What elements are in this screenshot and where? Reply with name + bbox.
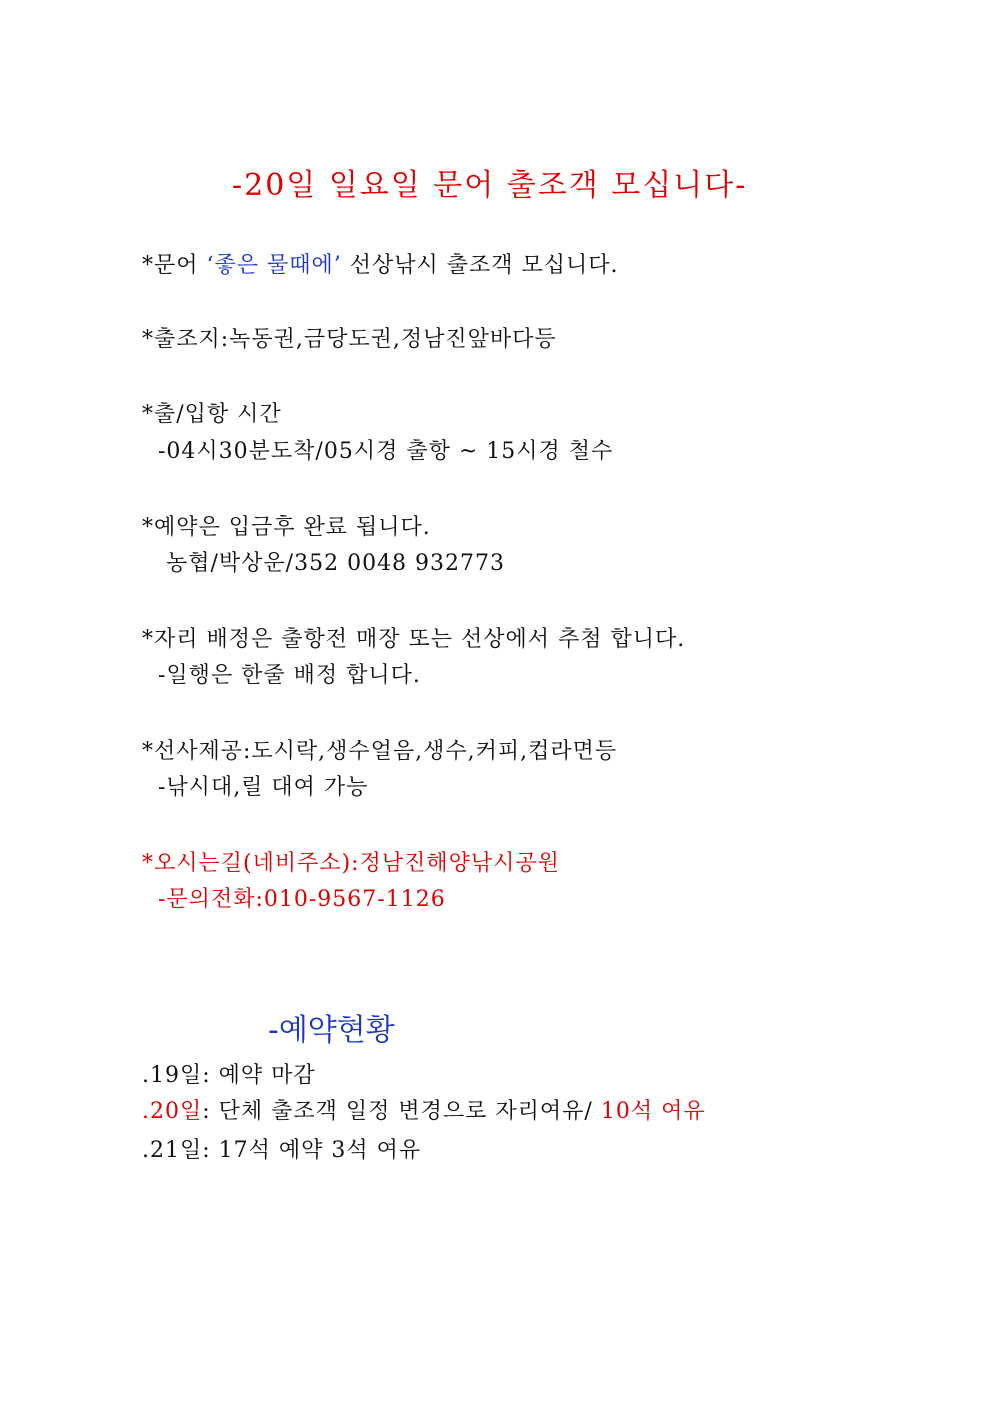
notice-provide-detail: -낚시대,릴 대여 가능 bbox=[158, 775, 369, 800]
notice-reserve-head: *예약은 입금후 완료 됩니다. bbox=[142, 515, 431, 540]
reservation-day20-text: : 단체 출조객 일정 변경으로 자리여유/ bbox=[202, 1099, 601, 1124]
notice-reserve-account: 농협/박상운/352 0048 932773 bbox=[166, 551, 506, 576]
notice-provide-head: *선사제공:도시락,생수얼음,생수,커피,컵라면등 bbox=[142, 739, 618, 764]
reservation-day20-seats: 10석 여유 bbox=[600, 1099, 706, 1124]
notice-time-detail: -04시30분도착/05시경 출항 ~ 15시경 철수 bbox=[158, 439, 614, 464]
notice-directions: *오시는길(네비주소):정남진해양낚시공원 bbox=[142, 851, 560, 876]
notice-intro-prefix: *문어 bbox=[142, 253, 207, 278]
notice-intro-highlight: ‘좋은 물때에’ bbox=[206, 253, 342, 278]
reservation-day20 bbox=[142, 1094, 706, 1125]
notice-intro bbox=[142, 248, 619, 279]
reservation-title: -예약현황 bbox=[268, 1013, 395, 1048]
reservation-day20-date: .20일 bbox=[142, 1099, 203, 1124]
reservation-day19: .19일: 예약 마감 bbox=[142, 1063, 316, 1088]
reservation-day21: .21일: 17석 예약 3석 여유 bbox=[142, 1138, 422, 1163]
notice-seat-head: *자리 배정은 출항전 매장 또는 선상에서 추첨 합니다. bbox=[142, 627, 686, 652]
page-title: -20일 일요일 문어 출조객 모십니다- bbox=[232, 168, 748, 203]
notice-seat-detail: -일행은 한줄 배정 합니다. bbox=[158, 663, 421, 688]
notice-time-head: *출/입항 시간 bbox=[142, 402, 282, 427]
notice-spot: *출조지:녹동권,금당도권,정남진앞바다등 bbox=[142, 327, 557, 352]
notice-phone: -문의전화:010-9567-1126 bbox=[158, 887, 446, 912]
notice-intro-suffix: 선상낚시 출조객 모십니다. bbox=[341, 253, 619, 278]
